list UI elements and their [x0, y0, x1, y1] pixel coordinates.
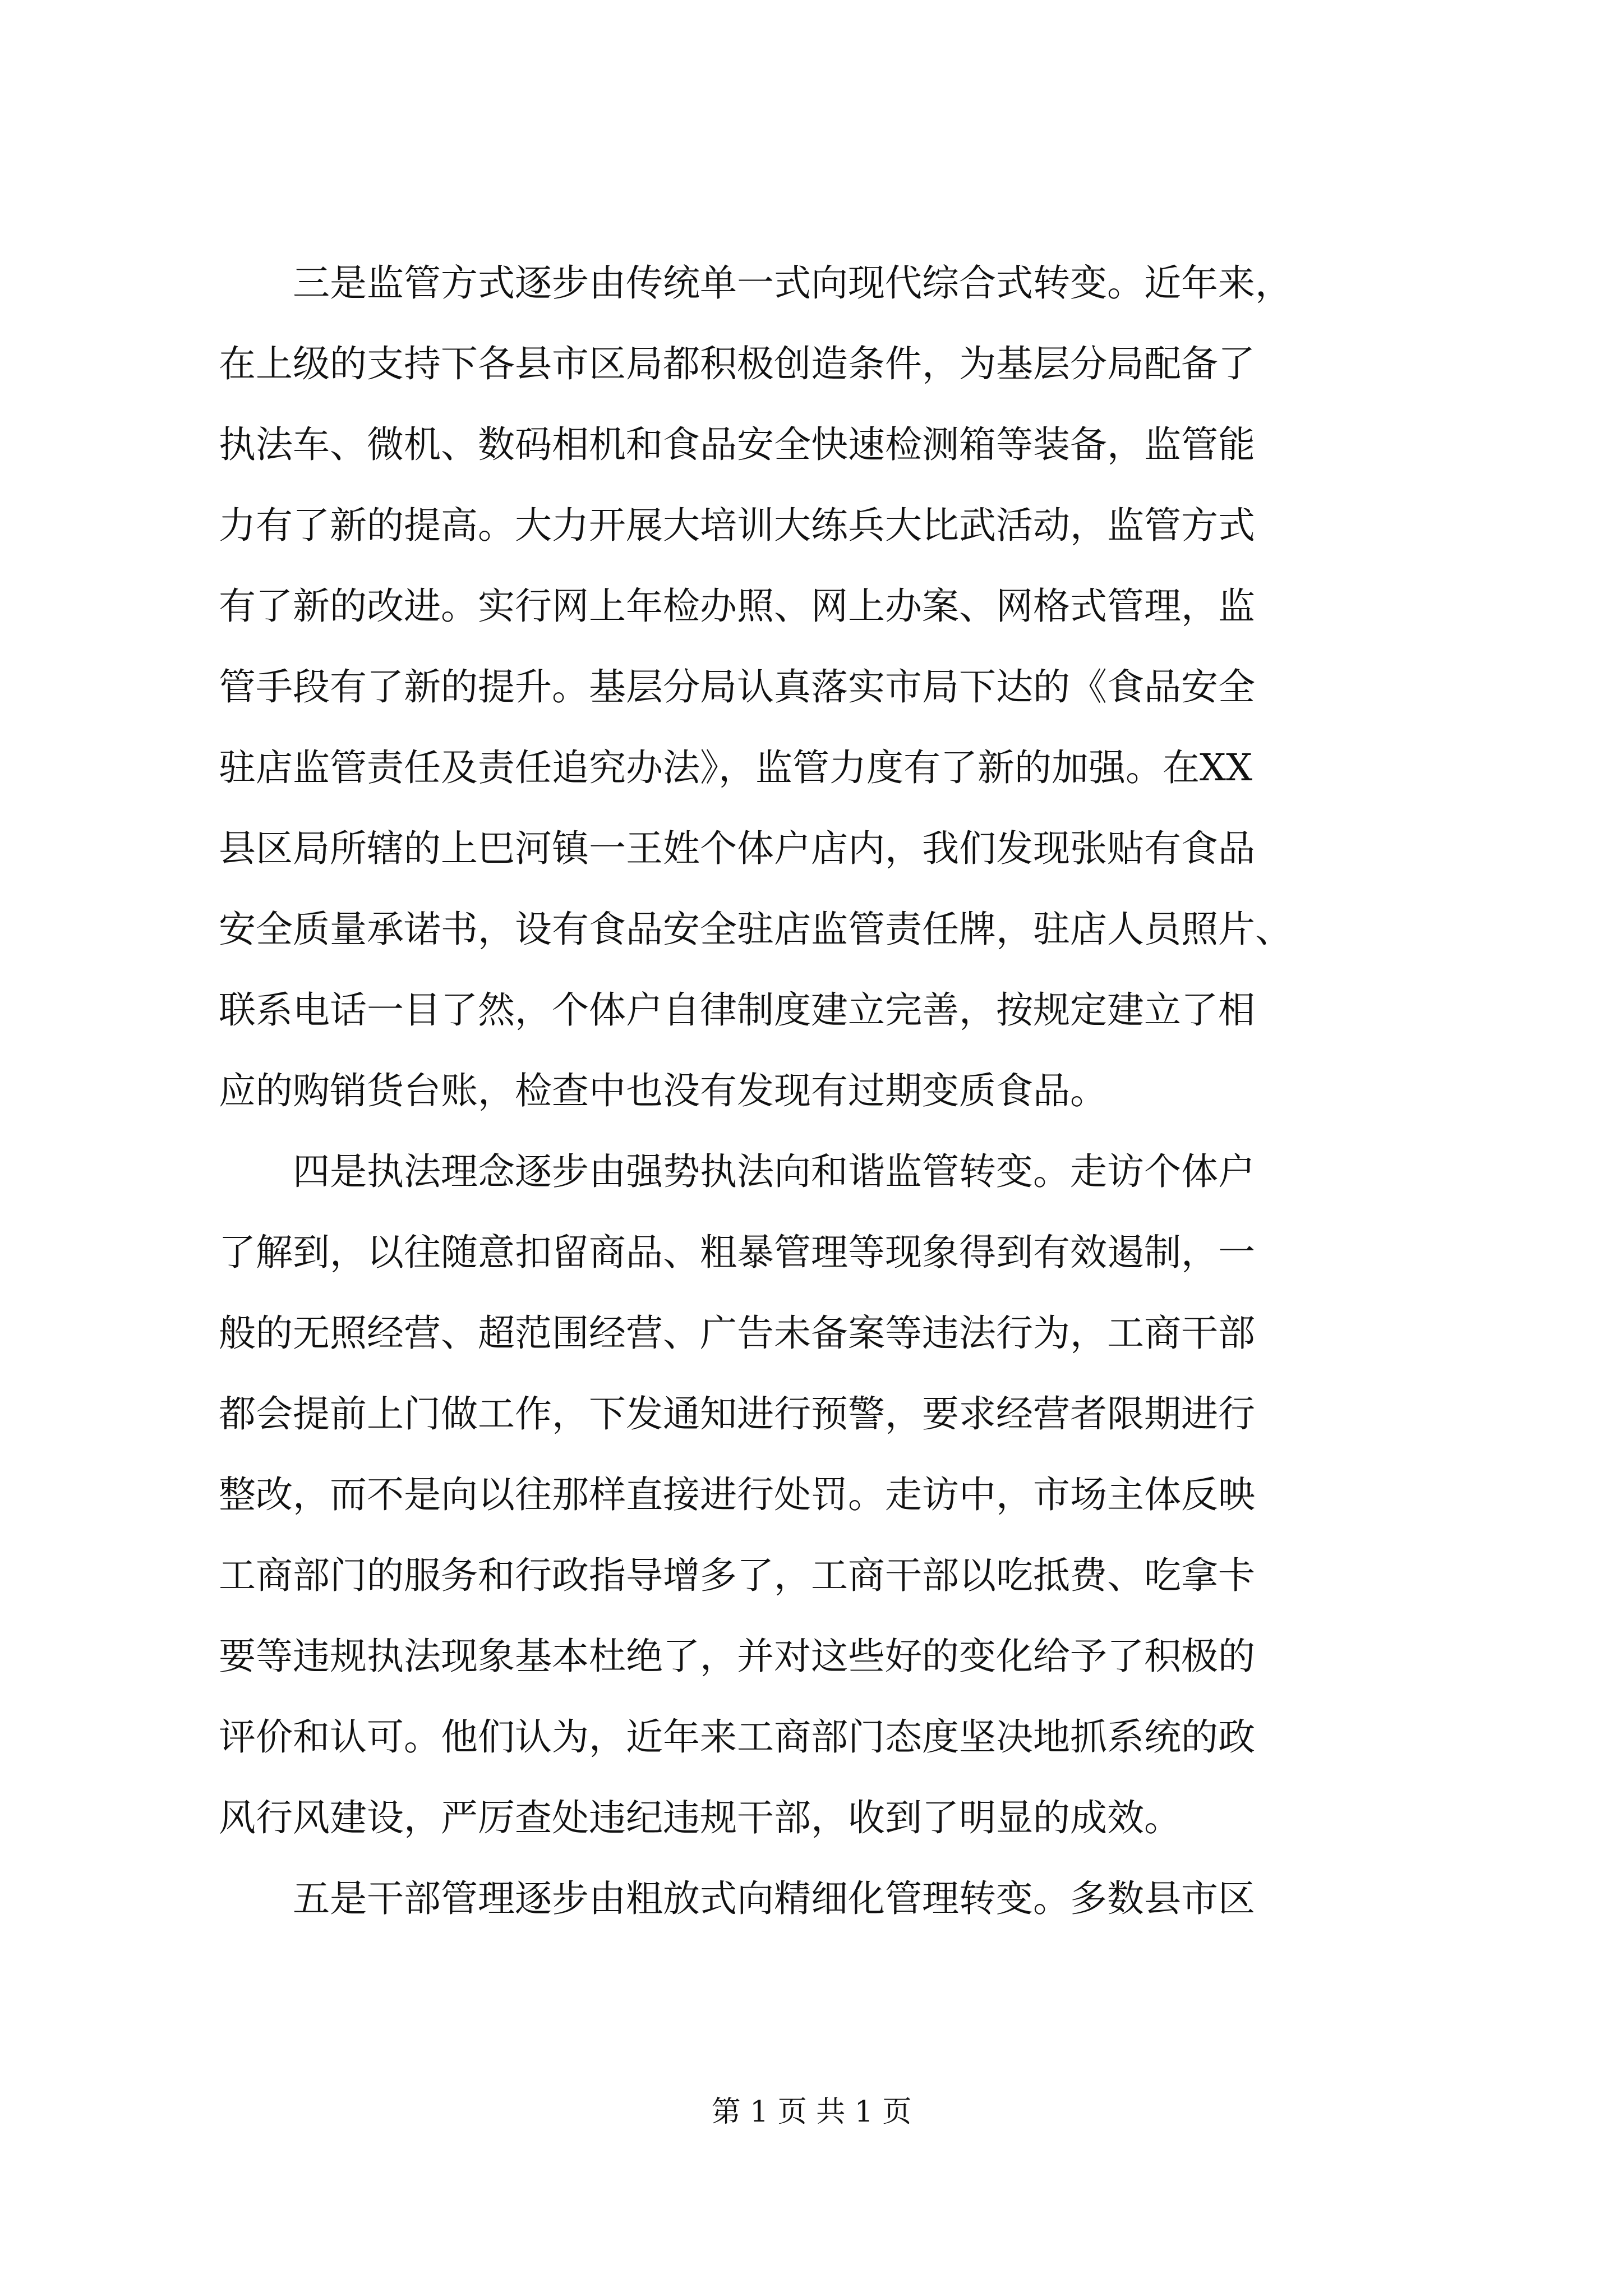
text-line: 在上级的支持下各县市区局都积极创造条件，为基层分局配备了 [219, 342, 1255, 385]
text-line: 三是监管方式逐步由传统单一式向现代综合式转变。近年来， [219, 261, 1292, 305]
page-footer [0, 2088, 1623, 2130]
text-line: 般的无照经营、超范围经营、广告未备案等违法行为，工商干部 [219, 1312, 1255, 1355]
text-line: 力有了新的提高。大力开展大培训大练兵大比武活动，监管方式 [219, 504, 1255, 547]
text-line: 了解到，以往随意扣留商品、粗暴管理等现象得到有效遏制，一 [219, 1231, 1255, 1274]
page-number-label: 第 1 页 共 1 页 [711, 2095, 912, 2129]
text-line: 要等违规执法现象基本杜绝了，并对这些好的变化给予了积极的 [219, 1635, 1255, 1678]
text-line: 安全质量承诺书，设有食品安全驻店监管责任牌，驻店人员照片、 [219, 908, 1292, 951]
text-line: 五是干部管理逐步由粗放式向精细化管理转变。多数县市区 [219, 1877, 1255, 1920]
text-line: 联系电话一目了然，个体户自律制度建立完善，按规定建立了相 [219, 988, 1255, 1032]
text-line: 执法车、微机、数码相机和食品安全快速检测箱等装备，监管能 [219, 423, 1255, 466]
text-line: 都会提前上门做工作，下发通知进行预警，要求经营者限期进行 [219, 1392, 1255, 1435]
text-line: 风行风建设，严厉查处违纪违规干部，收到了明显的成效。 [219, 1796, 1181, 1839]
text-line: 应的购销货台账，检查中也没有发现有过期变质食品。 [219, 1069, 1107, 1112]
text-line: 四是执法理念逐步由强势执法向和谐监管转变。走访个体户 [219, 1150, 1255, 1193]
text-line: 工商部门的服务和行政指导增多了，工商干部以吃抵费、吃拿卡 [219, 1554, 1255, 1597]
text-line: 有了新的改进。实行网上年检办照、网上办案、网格式管理，监 [219, 585, 1255, 628]
text-line: 评价和认可。他们认为，近年来工商部门态度坚决地抓系统的政 [219, 1715, 1255, 1759]
text-line: 整改，而不是向以往那样直接进行处罚。走访中，市场主体反映 [219, 1473, 1255, 1516]
text-line: 县区局所辖的上巴河镇一王姓个体户店内，我们发现张贴有食品 [219, 827, 1255, 870]
text-line: 驻店监管责任及责任追究办法》，监管力度有了新的加强。在XX [219, 746, 1252, 789]
document-body [219, 255, 1453, 1952]
text-line: 管手段有了新的提升。基层分局认真落实市局下达的《食品安全 [219, 665, 1255, 708]
